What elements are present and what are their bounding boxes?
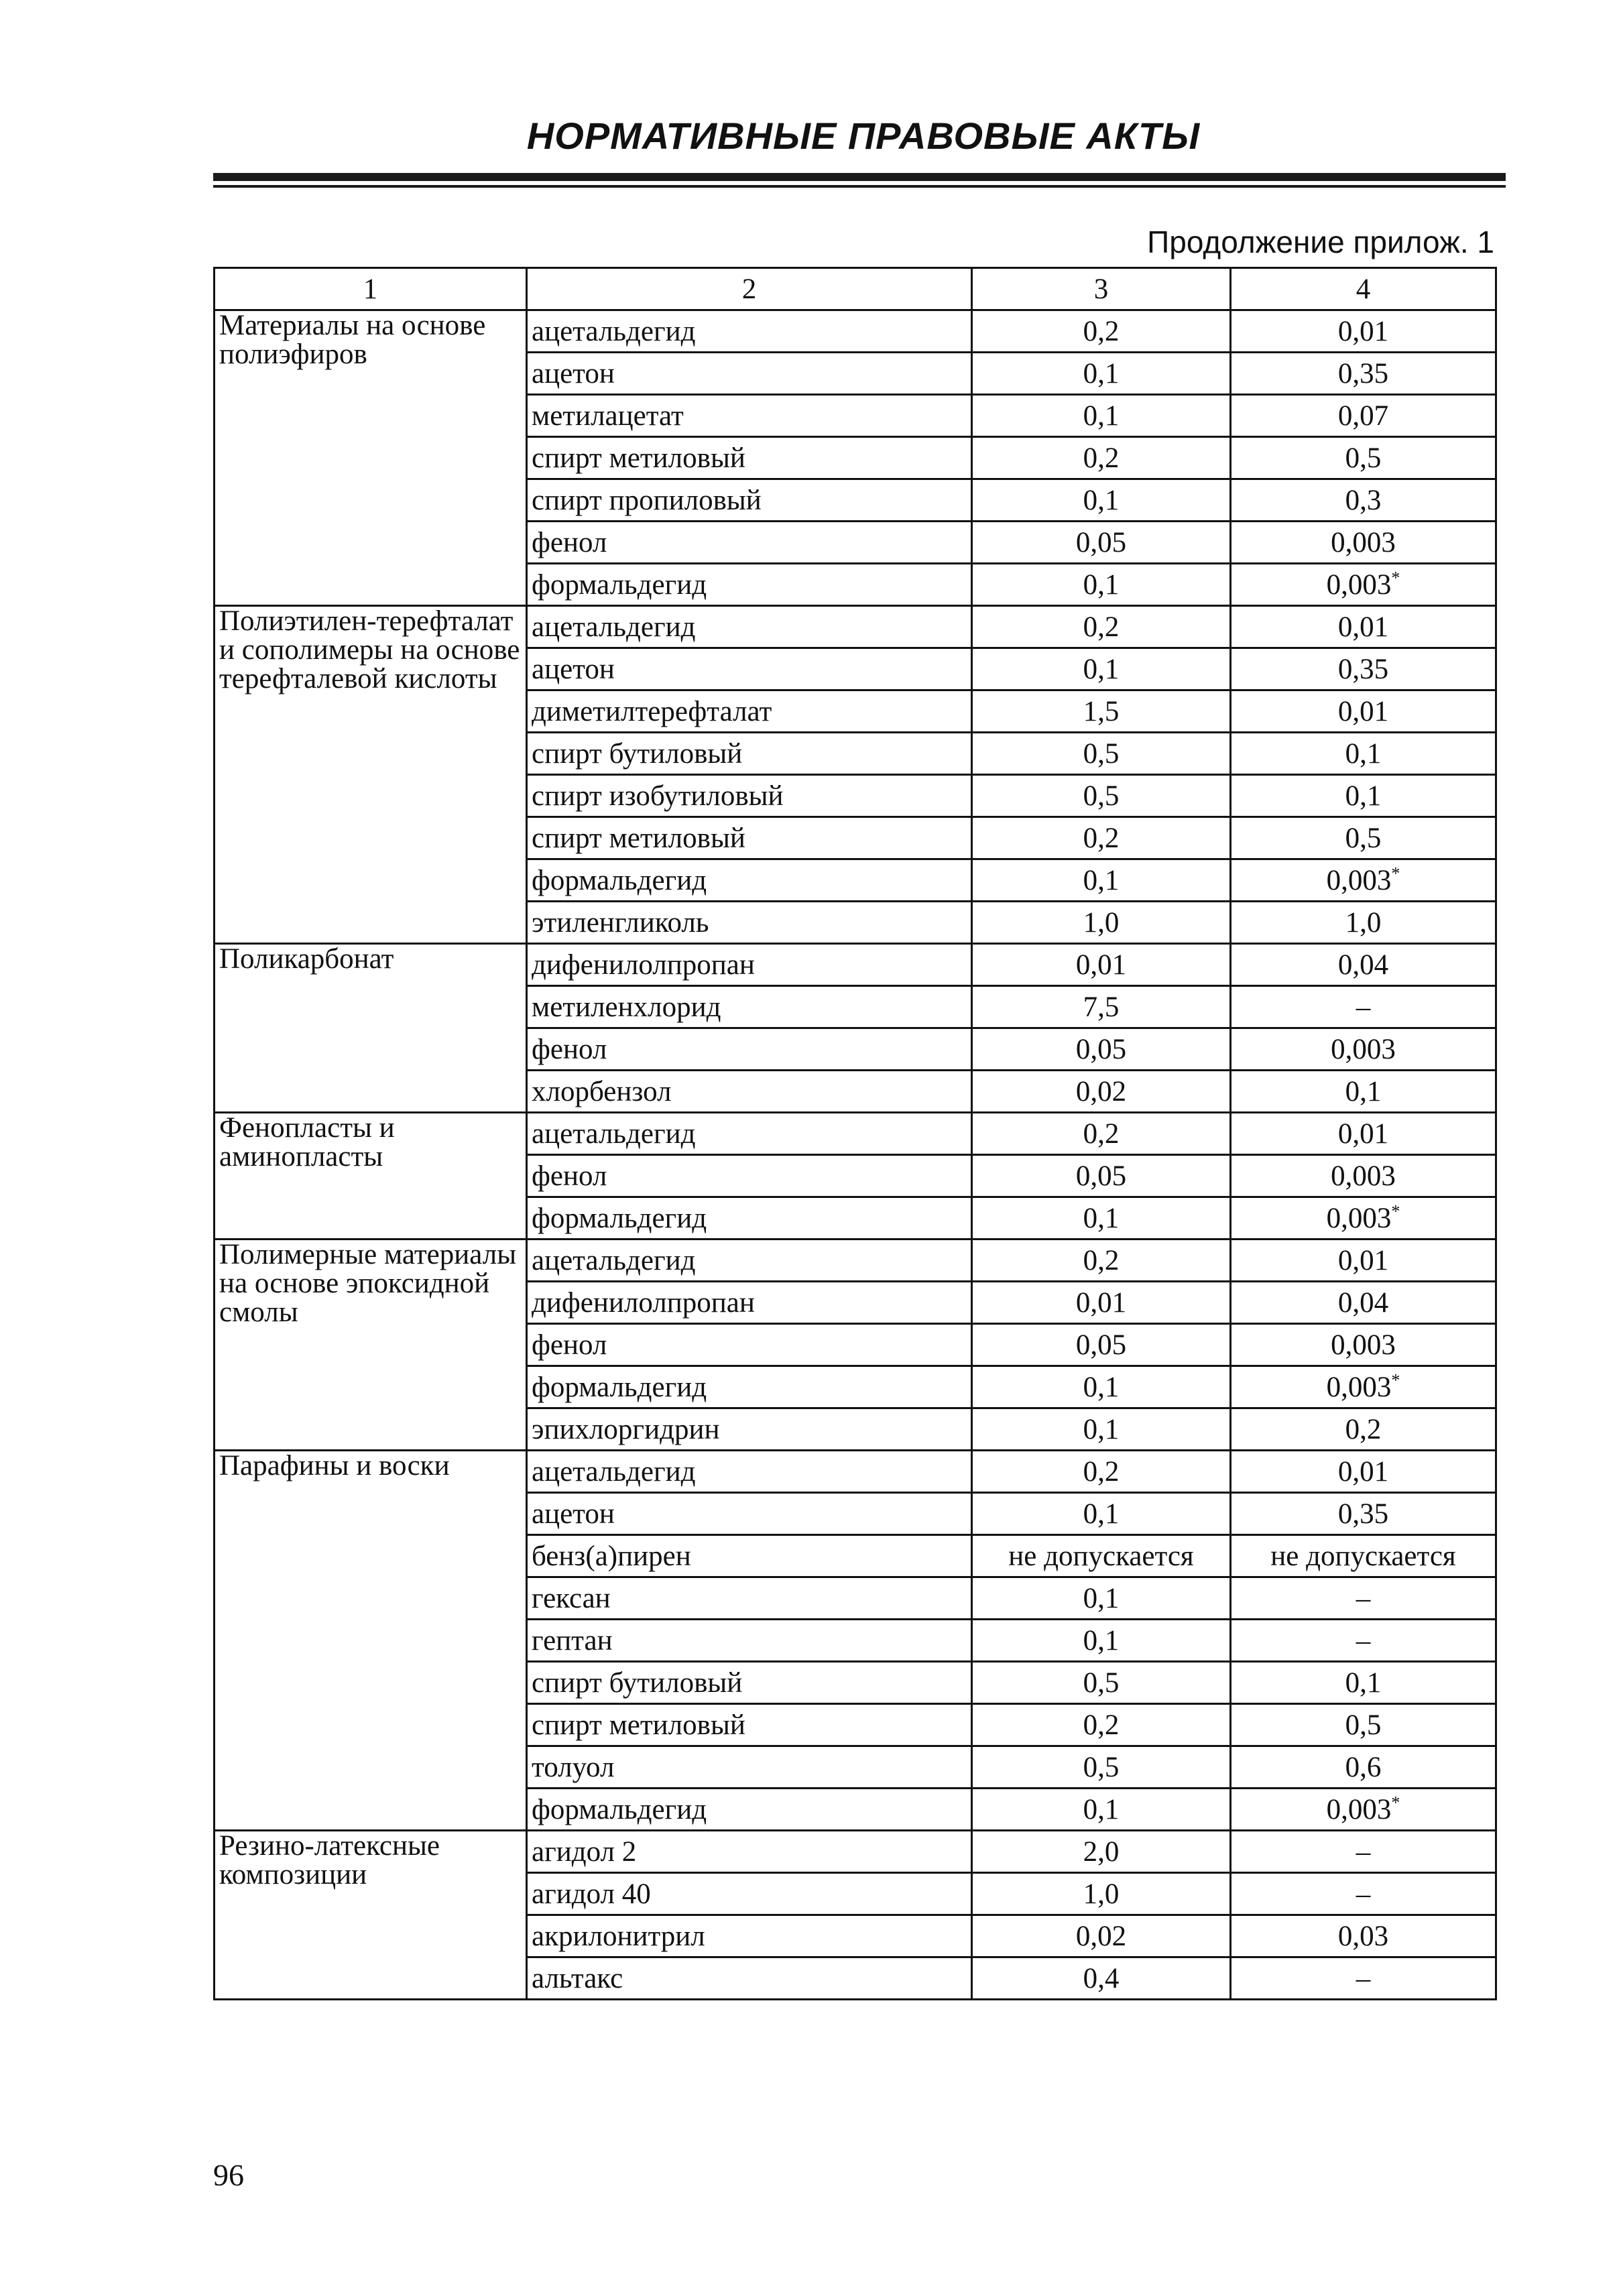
substance-cell: метиленхлорид: [527, 986, 972, 1028]
value-col4-cell: [1231, 1451, 1496, 1493]
value-col4-text: 0,003: [1326, 1793, 1392, 1825]
value-col3-cell: 0,01: [972, 944, 1231, 986]
value-col3-cell: 0,2: [972, 606, 1231, 648]
substance-cell: агидол 2: [527, 1831, 972, 1873]
value-col3-cell: 0,2: [972, 1451, 1231, 1493]
value-col4-text: 0,003: [1326, 1202, 1392, 1234]
value-col4-text: 0,01: [1337, 611, 1389, 643]
value-col4-cell: [1231, 1493, 1496, 1535]
value-col3-cell: 0,1: [972, 479, 1231, 522]
value-col4-text: 0,1: [1345, 737, 1382, 770]
value-col4-cell: [1231, 1620, 1496, 1662]
value-col3-cell: 0,2: [972, 310, 1231, 353]
value-col3-cell: 0,05: [972, 1324, 1231, 1366]
substance-cell: дифенилолпропан: [527, 944, 972, 986]
substance-cell: формальдегид: [527, 1366, 972, 1408]
value-col4-cell: [1231, 1071, 1496, 1113]
value-col3-cell: 7,5: [972, 986, 1231, 1028]
value-col4-cell: [1231, 902, 1496, 944]
value-col4-text: 0,2: [1345, 1413, 1382, 1445]
substance-cell: ацетон: [527, 353, 972, 395]
substance-cell: гексан: [527, 1577, 972, 1620]
value-col4-cell: [1231, 1704, 1496, 1746]
substance-cell: фенол: [527, 1324, 972, 1366]
value-col4-text: –: [1356, 1878, 1371, 1910]
value-col3-cell: 1,5: [972, 690, 1231, 733]
substance-cell: фенол: [527, 1028, 972, 1071]
value-col3-cell: 0,1: [972, 648, 1231, 690]
value-col4-cell: [1231, 606, 1496, 648]
value-col4-cell: [1231, 817, 1496, 859]
substance-cell: спирт бутиловый: [527, 733, 972, 775]
value-col4-text: 0,04: [1337, 949, 1389, 981]
value-col4-text: 0,003: [1331, 1033, 1396, 1065]
value-col4-cell: [1231, 1155, 1496, 1197]
value-col4-cell: [1231, 437, 1496, 479]
value-col4-text: 0,003: [1326, 568, 1392, 601]
value-col4-text: –: [1356, 1624, 1371, 1656]
value-col3-cell: 2,0: [972, 1831, 1231, 1873]
substance-cell: ацетон: [527, 648, 972, 690]
value-col4-text: 0,003: [1326, 1371, 1392, 1403]
header-rule-thin: [213, 185, 1506, 188]
value-col4-text: 0,07: [1337, 400, 1389, 432]
substance-cell: ацетальдегид: [527, 1113, 972, 1155]
table-header-row: [215, 268, 1496, 310]
value-col4-cell: [1231, 690, 1496, 733]
value-col4-cell: [1231, 1113, 1496, 1155]
value-col4-cell: [1231, 1197, 1496, 1240]
material-cell: Поликарбонат: [215, 944, 527, 1113]
substance-cell: альтакс: [527, 1957, 972, 2000]
substance-cell: ацетальдегид: [527, 1240, 972, 1282]
value-col3-cell: 0,1: [972, 395, 1231, 437]
substance-cell: спирт метиловый: [527, 817, 972, 859]
substance-cell: акрилонитрил: [527, 1915, 972, 1957]
value-col4-text: 0,35: [1337, 653, 1389, 685]
value-col4-text: –: [1356, 1962, 1371, 1994]
norms-table-body: [215, 268, 1496, 2000]
value-col3-cell: 1,0: [972, 1873, 1231, 1915]
material-cell: Фенопласты и аминопласты: [215, 1113, 527, 1240]
table-row: [215, 1113, 1496, 1155]
value-col3-cell: 0,2: [972, 1240, 1231, 1282]
value-col3-cell: 0,1: [972, 353, 1231, 395]
substance-cell: бенз(а)пирен: [527, 1535, 972, 1577]
value-col4-cell: [1231, 1957, 1496, 2000]
value-col4-cell: [1231, 353, 1496, 395]
value-col3-cell: 0,1: [972, 1366, 1231, 1408]
value-col4-cell: [1231, 1789, 1496, 1831]
substance-cell: ацетальдегид: [527, 606, 972, 648]
value-col3-cell: 0,05: [972, 1028, 1231, 1071]
value-col4-text: 0,01: [1337, 1117, 1389, 1150]
value-col4-cell: [1231, 1366, 1496, 1408]
value-col4-text: 0,5: [1345, 442, 1382, 474]
value-col3-cell: 0,02: [972, 1915, 1231, 1957]
value-col4-cell: [1231, 859, 1496, 902]
value-col3-cell: 0,2: [972, 1113, 1231, 1155]
value-col4-cell: [1231, 395, 1496, 437]
value-col4-text: 0,01: [1337, 315, 1389, 347]
column-header: 4: [1231, 268, 1496, 310]
value-col4-text: 0,35: [1337, 1498, 1389, 1530]
value-col4-cell: [1231, 1746, 1496, 1789]
column-header: 2: [527, 268, 972, 310]
value-col4-text: 0,35: [1337, 357, 1389, 389]
material-cell: Полиэтилен-терефталат и сополимеры на основе терефталевой кислоты: [215, 606, 527, 944]
value-col4-cell: [1231, 1282, 1496, 1324]
value-col4-text: –: [1356, 1582, 1371, 1614]
substance-cell: хлорбензол: [527, 1071, 972, 1113]
footnote-mark: *: [1391, 1201, 1400, 1221]
value-col4-cell: [1231, 944, 1496, 986]
value-col4-text: 0,3: [1345, 484, 1382, 516]
value-col4-cell: [1231, 564, 1496, 606]
continuation-label: Продолжение прилож. 1: [1147, 225, 1494, 259]
substance-cell: формальдегид: [527, 564, 972, 606]
value-col4-text: –: [1356, 1835, 1371, 1868]
value-col4-text: 0,003: [1331, 1329, 1396, 1361]
table-row: [215, 310, 1496, 353]
value-col4-text: 0,01: [1337, 1244, 1389, 1276]
substance-cell: ацетальдегид: [527, 1451, 972, 1493]
value-col3-cell: 0,2: [972, 1704, 1231, 1746]
value-col3-cell: 0,1: [972, 1408, 1231, 1451]
table-row: [215, 1451, 1496, 1493]
substance-cell: ацетальдегид: [527, 310, 972, 353]
value-col4-text: 0,1: [1345, 780, 1382, 812]
material-cell: Парафины и воски: [215, 1451, 527, 1831]
value-col4-cell: [1231, 1915, 1496, 1957]
material-cell: Резино-латексные композиции: [215, 1831, 527, 2000]
substance-cell: спирт пропиловый: [527, 479, 972, 522]
value-col4-cell: [1231, 648, 1496, 690]
value-col3-cell: 0,1: [972, 1577, 1231, 1620]
value-col3-cell: 0,02: [972, 1071, 1231, 1113]
value-col4-cell: [1231, 479, 1496, 522]
substance-cell: метилацетат: [527, 395, 972, 437]
substance-cell: формальдегид: [527, 1197, 972, 1240]
value-col4-text: 1,0: [1345, 906, 1382, 939]
page-number: 96: [213, 2158, 244, 2192]
substance-cell: гептан: [527, 1620, 972, 1662]
value-col4-cell: [1231, 522, 1496, 564]
value-col4-text: –: [1356, 991, 1371, 1023]
value-col3-cell: 0,1: [972, 1197, 1231, 1240]
substance-cell: спирт метиловый: [527, 1704, 972, 1746]
value-col4-cell: [1231, 1577, 1496, 1620]
substance-cell: агидол 40: [527, 1873, 972, 1915]
value-col4-text: 0,1: [1345, 1075, 1382, 1107]
table-row: [215, 1831, 1496, 1873]
value-col4-cell: [1231, 1408, 1496, 1451]
value-col4-text: 0,003: [1331, 526, 1396, 558]
substance-cell: толуол: [527, 1746, 972, 1789]
value-col3-cell: 0,2: [972, 817, 1231, 859]
value-col3-cell: не допускается: [972, 1535, 1231, 1577]
value-col4-cell: [1231, 310, 1496, 353]
footnote-mark: *: [1391, 1793, 1400, 1813]
norms-table: [213, 267, 1497, 2000]
value-col3-cell: 0,5: [972, 1662, 1231, 1704]
value-col3-cell: 0,1: [972, 1620, 1231, 1662]
substance-cell: формальдегид: [527, 859, 972, 902]
substance-cell: диметилтерефталат: [527, 690, 972, 733]
column-header: 1: [215, 268, 527, 310]
value-col3-cell: 0,05: [972, 1155, 1231, 1197]
substance-cell: формальдегид: [527, 1789, 972, 1831]
value-col4-cell: [1231, 1324, 1496, 1366]
value-col4-cell: [1231, 1240, 1496, 1282]
value-col3-cell: 0,5: [972, 775, 1231, 817]
value-col4-text: 0,5: [1345, 822, 1382, 854]
value-col4-cell: [1231, 1831, 1496, 1873]
value-col4-text: 0,003: [1326, 864, 1392, 896]
substance-cell: фенол: [527, 522, 972, 564]
substance-cell: спирт бутиловый: [527, 1662, 972, 1704]
value-col4-cell: [1231, 986, 1496, 1028]
header-rule-thick: [213, 173, 1506, 181]
table-row: [215, 944, 1496, 986]
value-col3-cell: 0,1: [972, 564, 1231, 606]
table-row: [215, 1240, 1496, 1282]
column-header: 3: [972, 268, 1231, 310]
value-col3-cell: 0,4: [972, 1957, 1231, 2000]
value-col3-cell: 0,05: [972, 522, 1231, 564]
substance-cell: спирт изобутиловый: [527, 775, 972, 817]
value-col4-cell: [1231, 733, 1496, 775]
value-col4-text: 0,01: [1337, 695, 1389, 727]
substance-cell: дифенилолпропан: [527, 1282, 972, 1324]
substance-cell: ацетон: [527, 1493, 972, 1535]
value-col3-cell: 0,2: [972, 437, 1231, 479]
value-col4-text: 0,003: [1331, 1160, 1396, 1192]
value-col4-cell: [1231, 1873, 1496, 1915]
value-col4-cell: [1231, 1535, 1496, 1577]
table-row: [215, 606, 1496, 648]
value-col3-cell: 0,5: [972, 1746, 1231, 1789]
value-col4-text: 0,5: [1345, 1709, 1382, 1741]
value-col4-text: 0,6: [1345, 1751, 1382, 1783]
substance-cell: эпихлоргидрин: [527, 1408, 972, 1451]
value-col3-cell: 0,1: [972, 1493, 1231, 1535]
substance-cell: фенол: [527, 1155, 972, 1197]
value-col4-text: 0,01: [1337, 1455, 1389, 1488]
page-header-title: НОРМАТИВНЫЕ ПРАВОВЫЕ АКТЫ: [526, 115, 1201, 157]
value-col4-text: 0,1: [1345, 1667, 1382, 1699]
value-col4-text: не допускается: [1270, 1540, 1456, 1572]
value-col4-cell: [1231, 1662, 1496, 1704]
footnote-mark: *: [1391, 1370, 1400, 1390]
value-col3-cell: 0,01: [972, 1282, 1231, 1324]
material-cell: Полимерные материалы на основе эпоксидной смолы: [215, 1240, 527, 1451]
value-col4-text: 0,03: [1337, 1920, 1389, 1952]
value-col4-text: 0,04: [1337, 1286, 1389, 1319]
footnote-mark: *: [1391, 568, 1400, 588]
value-col3-cell: 1,0: [972, 902, 1231, 944]
value-col3-cell: 0,1: [972, 1789, 1231, 1831]
value-col3-cell: 0,5: [972, 733, 1231, 775]
material-cell: Материалы на основе полиэфиров: [215, 310, 527, 606]
substance-cell: спирт метиловый: [527, 437, 972, 479]
value-col3-cell: 0,1: [972, 859, 1231, 902]
substance-cell: этиленгликоль: [527, 902, 972, 944]
footnote-mark: *: [1391, 863, 1400, 884]
value-col4-cell: [1231, 775, 1496, 817]
value-col4-cell: [1231, 1028, 1496, 1071]
